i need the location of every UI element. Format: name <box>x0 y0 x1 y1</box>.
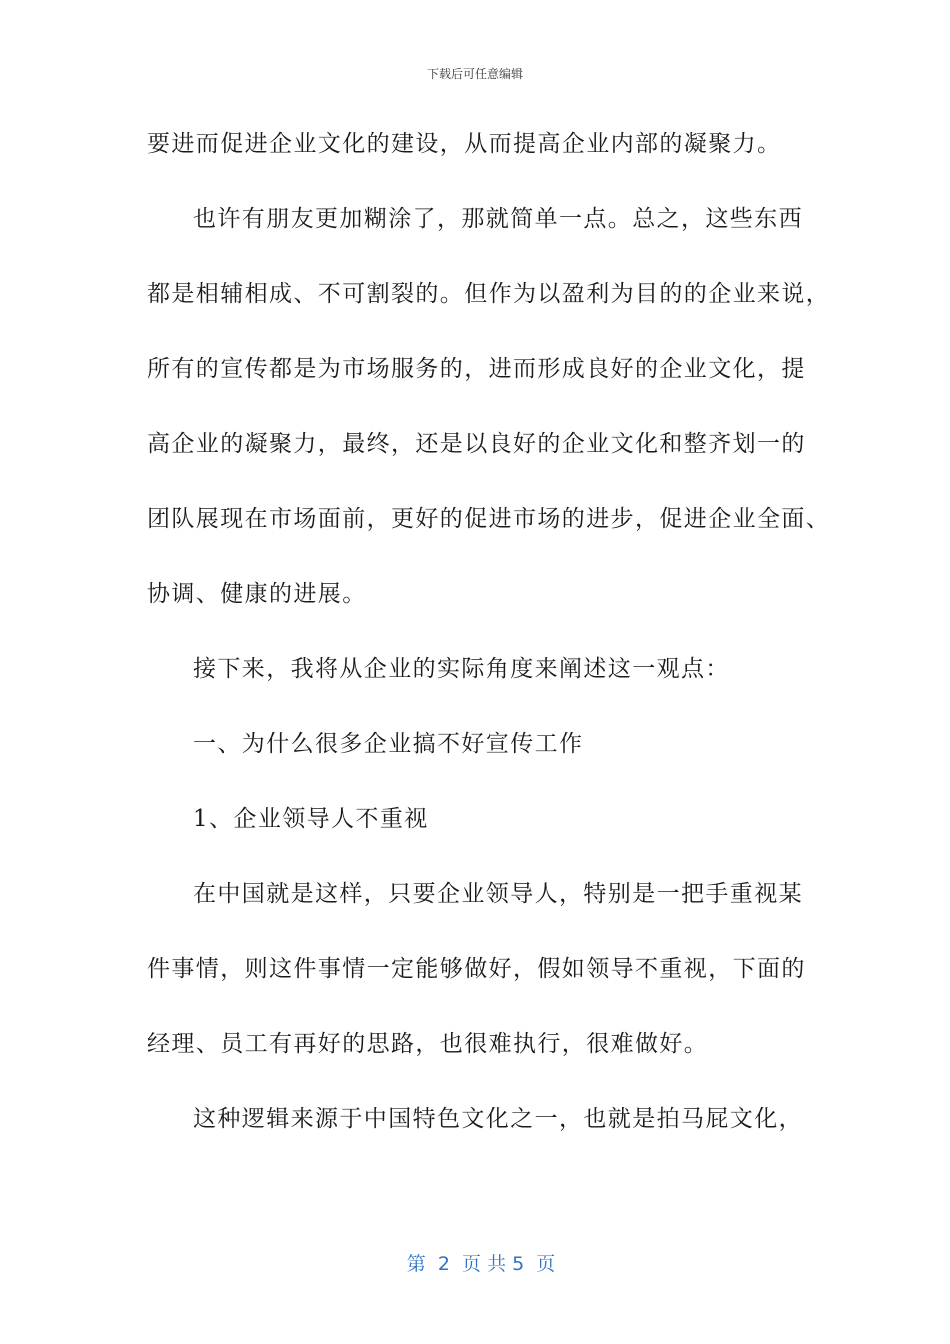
body-line: 所有的宣传都是为市场服务的，进而形成良好的企业文化，提 <box>147 356 806 382</box>
body-line: 也许有朋友更加糊涂了，那就简单一点。总之，这些东西 <box>193 206 803 232</box>
page-number: 第 2 页 共 5 页 <box>406 1253 556 1275</box>
body-line: 件事情，则这件事情一定能够做好，假如领导不重视，下面的 <box>147 956 806 982</box>
body-line: 高企业的凝聚力，最终，还是以良好的企业文化和整齐划一的 <box>147 431 806 457</box>
body-line: 要进而促进企业文化的建设，从而提高企业内部的凝聚力。 <box>147 131 782 157</box>
section-heading: 一、为什么很多企业搞不好宣传工作 <box>193 731 584 757</box>
body-line: 团队展现在市场面前，更好的促进市场的进步，促进企业全面、 <box>147 506 831 532</box>
body-line: 这种逻辑来源于中国特色文化之一，也就是拍马屁文化， <box>193 1106 803 1132</box>
subsection-heading: 1、企业领导人不重视 <box>193 806 429 832</box>
body-line: 协调、健康的进展。 <box>147 581 367 607</box>
body-line: 都是相辅相成、不可割裂的。但作为以盈利为目的的企业来说， <box>147 281 831 307</box>
page-footer <box>0 1225 950 1277</box>
body-line: 接下来，我将从企业的实际角度来阐述这一观点： <box>193 656 730 682</box>
body-line: 在中国就是这样，只要企业领导人，特别是一把手重视某 <box>193 881 803 907</box>
body-line: 经理、员工有再好的思路，也很难执行，很难做好。 <box>147 1031 709 1057</box>
header-note: 下载后可任意编辑 <box>426 67 523 81</box>
